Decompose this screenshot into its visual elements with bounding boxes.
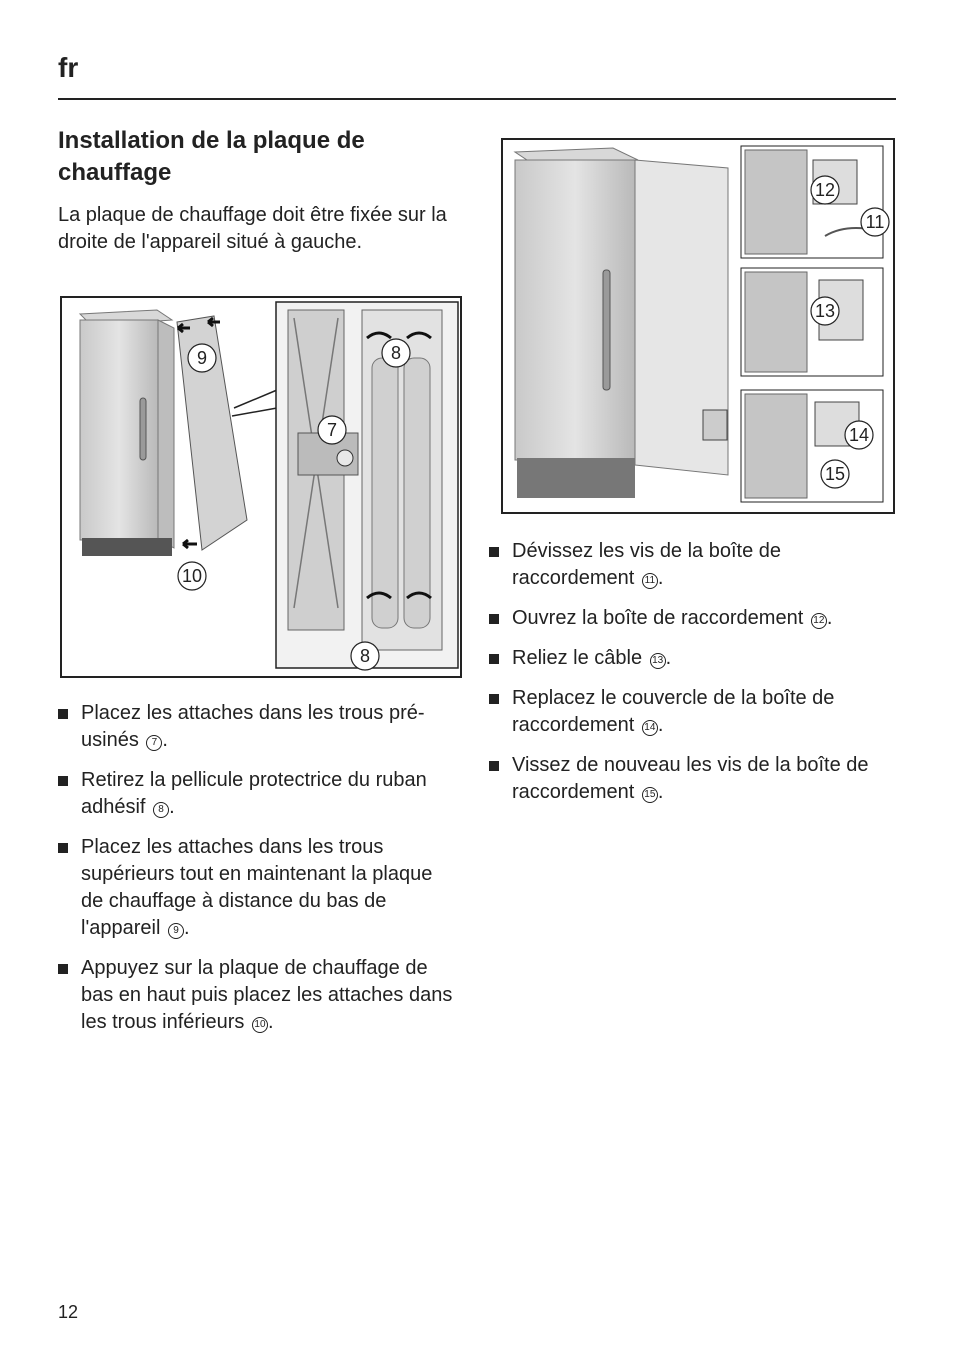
step-ref-number: 12 bbox=[811, 613, 827, 629]
callout-label: 15 bbox=[824, 464, 846, 484]
bullet-icon bbox=[489, 694, 499, 704]
steps-list-left bbox=[58, 700, 458, 1049]
bullet-icon bbox=[58, 964, 68, 974]
callout-label: 12 bbox=[814, 180, 836, 200]
step-item: Placez les attaches dans les trous pré-usinés 7 . bbox=[58, 700, 458, 754]
step-item: Reliez le câble 13 . bbox=[489, 645, 894, 672]
heating-plate-drawing bbox=[62, 298, 460, 676]
step-text: Replacez le couvercle de la boîte de raccordement bbox=[512, 687, 835, 736]
step-text: Placez les attaches dans les trous supérieurs tout en maintenant la plaque de chauffage à distance du bas de l'appareil bbox=[81, 836, 433, 939]
callout-13 bbox=[811, 297, 839, 325]
step-text: Dévissez les vis de la boîte de raccordement bbox=[512, 540, 782, 589]
bullet-icon bbox=[489, 761, 499, 771]
step-text: Vissez de nouveau les vis de la boîte de raccordement bbox=[512, 754, 869, 803]
language-code: fr bbox=[58, 52, 79, 83]
step-ref-number: 13 bbox=[650, 653, 666, 669]
callout-12 bbox=[811, 176, 839, 204]
step-text: Ouvrez la boîte de raccordement bbox=[512, 607, 804, 629]
callout-label: 9 bbox=[196, 348, 208, 368]
bullet-icon bbox=[58, 843, 68, 853]
junction-box-drawing bbox=[503, 140, 893, 512]
section-title: Installation de la plaque de chauffage bbox=[58, 127, 365, 186]
step-ref-number: 9 bbox=[168, 923, 184, 939]
bullet-icon bbox=[489, 547, 499, 557]
step-item: Appuyez sur la plaque de chauffage de bas en haut puis placez les attaches dans les trous inférieurs 10 . bbox=[58, 955, 458, 1036]
detail-panel-middle bbox=[741, 268, 883, 376]
section-intro: La plaque de chauffage doit être fixée sur la droite de l'appareil situé à gauche. bbox=[58, 204, 447, 253]
step-text: Appuyez sur la plaque de chauffage de bas en haut puis placez les attaches dans les trous inférieurs bbox=[81, 957, 453, 1033]
callout-label: 7 bbox=[326, 420, 338, 440]
callout-9 bbox=[188, 344, 216, 372]
callout-10 bbox=[178, 562, 206, 590]
detail-panel-top bbox=[741, 146, 883, 258]
step-item: Retirez la pellicule protectrice du ruban adhésif 8 . bbox=[58, 767, 458, 821]
step-item: Placez les attaches dans les trous supérieurs tout en maintenant la plaque de chauffage à distance du bas de l'appareil 9 . bbox=[58, 834, 458, 942]
step-text: Placez les attaches dans les trous pré-usinés bbox=[81, 702, 425, 751]
step-item: Vissez de nouveau les vis de la boîte de raccordement 15 . bbox=[489, 752, 894, 806]
step-ref-number: 10 bbox=[252, 1017, 268, 1033]
step-ref-number: 7 bbox=[146, 735, 162, 751]
callout-15 bbox=[821, 460, 849, 488]
callout-label: 14 bbox=[848, 425, 870, 445]
callout-8-bottom bbox=[351, 642, 379, 670]
callout-label: 8 bbox=[390, 343, 402, 363]
steps-list-right bbox=[489, 538, 894, 819]
page-number: 12 bbox=[58, 1302, 79, 1322]
callout-label: 8 bbox=[359, 646, 371, 666]
callout-7 bbox=[318, 416, 346, 444]
heating-plate-illustration bbox=[60, 296, 462, 678]
callout-label: 10 bbox=[181, 566, 203, 586]
bullet-icon bbox=[58, 709, 68, 719]
bullet-icon bbox=[489, 614, 499, 624]
step-ref-number: 11 bbox=[642, 573, 658, 589]
step-ref-number: 15 bbox=[642, 787, 658, 803]
callout-label: 11 bbox=[865, 212, 885, 232]
junction-box-illustration bbox=[501, 138, 895, 514]
callout-14 bbox=[845, 421, 873, 449]
header-rule bbox=[58, 98, 896, 100]
callout-label: 13 bbox=[814, 301, 836, 321]
callout-8-top bbox=[382, 339, 410, 367]
bullet-icon bbox=[58, 776, 68, 786]
bullet-icon bbox=[489, 654, 499, 664]
step-text: Retirez la pellicule protectrice du ruban adhésif bbox=[81, 769, 427, 818]
step-ref-number: 8 bbox=[153, 802, 169, 818]
step-item: Dévissez les vis de la boîte de raccordement 11 . bbox=[489, 538, 894, 592]
step-item: Ouvrez la boîte de raccordement 12 . bbox=[489, 605, 894, 632]
callout-11 bbox=[861, 208, 889, 236]
step-ref-number: 14 bbox=[642, 720, 658, 736]
step-text: Reliez le câble bbox=[512, 647, 643, 669]
step-item: Replacez le couvercle de la boîte de raccordement 14 . bbox=[489, 685, 894, 739]
